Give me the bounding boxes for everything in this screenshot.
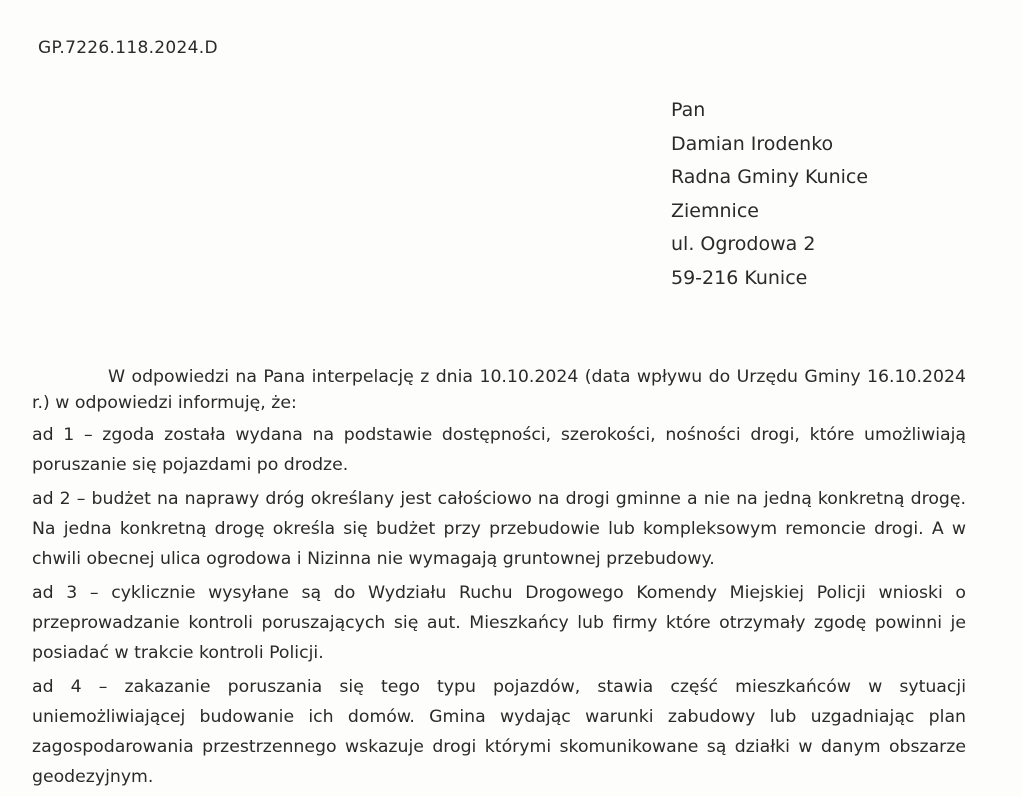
recipient-line: Ziemnice <box>671 199 759 222</box>
response-item-2: ad 2 – budżet na naprawy dróg określany jest całościowo na drogi gminne a nie na jedną konkretną drogę. Na jedna konkretną drogę określa się budżet przy przebudowie lub kompleksowym remoncie drogi. A w chwili obecnej ulica ogrodowa i Nizinna nie wymagają gruntownej przebudowy. <box>32 489 966 570</box>
recipient-line: 59-216 Kunice <box>671 266 808 289</box>
recipient-line: Pan <box>671 99 706 121</box>
response-item-3: ad 3 – cyklicznie wysyłane są do Wydziału Ruchu Drogowego Komendy Miejskiej Policji wnioski o przeprowadzanie kontroli poruszających się aut. Mieszkańcy lub firmy które otrzymały zgodę powinni je posiadać w trakcie kontroli Policji. <box>32 583 966 664</box>
reference-number: GP.7226.118.2024.D <box>38 38 218 58</box>
recipient-line: Radna Gminy Kunice <box>671 166 869 188</box>
recipient-line: ul. Ogrodowa 2 <box>671 233 816 255</box>
response-item-1: ad 1 – zgoda została wydana na podstawie dostępności, szerokości, nośności drogi, które umożliwiają poruszanie się pojazdami po drodze. <box>32 425 966 476</box>
letter-body <box>32 364 966 792</box>
intro-paragraph: W odpowiedzi na Pana interpelację z dnia 10.10.2024 (data wpływu do Urzędu Gminy 16.10.2024 r.) w odpowiedzi informuję, że: <box>32 367 966 414</box>
recipient-address <box>671 94 868 295</box>
recipient-line: Damian Irodenko <box>671 132 834 155</box>
response-item-4: ad 4 – zakazanie poruszania się tego typu pojazdów, stawia część mieszkańców w sytuacji uniemożliwiającej budowanie ich domów. Gmina wydając warunki zabudowy lub uzgadniając plan zagospodarowania przestrzennego wskazuje drogi którymi skomunikowane są działki w danym obszarze geodezyjnym. <box>32 677 966 788</box>
